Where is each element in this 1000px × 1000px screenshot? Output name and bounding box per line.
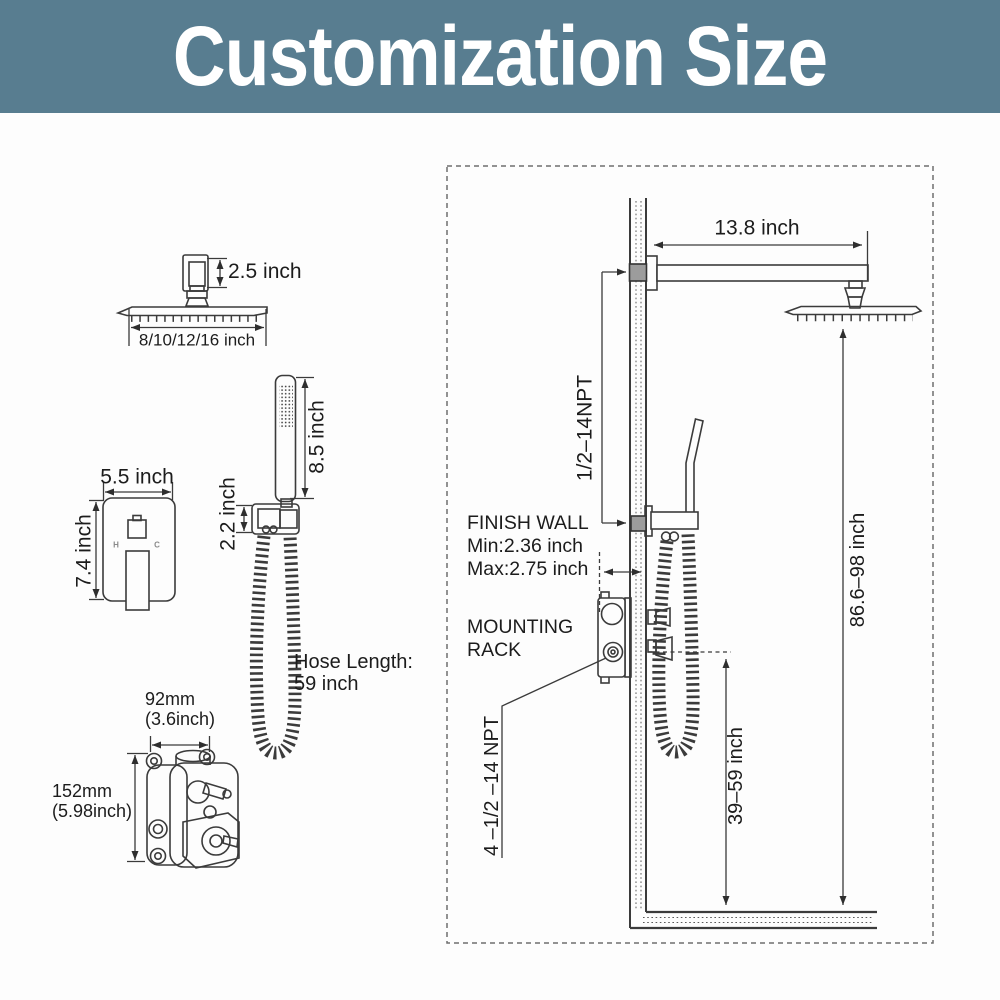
- floor-section: [630, 912, 877, 928]
- label-overall-height: 86.6–98 inch: [847, 512, 869, 628]
- label-valvebox-width: 92mm (3.6inch): [145, 689, 216, 729]
- label-plate-height: 7.4 inch: [72, 514, 96, 588]
- npt-top-leader: [602, 272, 626, 523]
- mounting-rack-valve-drawing: [598, 592, 672, 683]
- label-valvebox-height: 152mm (5.98inch): [52, 781, 133, 821]
- valve-trim-plate-drawing: [103, 498, 175, 610]
- label-holder-height: 2.2 inch: [216, 477, 240, 551]
- label-cold: C: [154, 540, 160, 550]
- label-hot: H: [113, 540, 119, 550]
- dim-valvebox-width: [151, 736, 210, 752]
- dim-arm-drop: [207, 259, 227, 288]
- label-mounting-rack: MOUNTING RACK: [467, 616, 574, 661]
- hose-coil-right: [659, 534, 693, 752]
- label-handheld-range: 39–59 inch: [725, 727, 747, 825]
- page-title: Customization Size: [172, 9, 828, 103]
- label-head-sizes: 8/10/12/16 inch: [138, 330, 256, 350]
- rough-in-valve-box-drawing: [147, 750, 240, 869]
- label-finish-wall: FINISH WALL Min:2.36 inch Max:2.75 inch: [467, 512, 589, 580]
- label-arm-drop: 2.5 inch: [228, 260, 302, 283]
- label-npt-top: 1/2–14NPT: [573, 374, 597, 482]
- label-arm-length: 13.8 inch: [714, 216, 800, 240]
- handheld-shower-drawing: [252, 376, 299, 535]
- handheld-shower-installed-drawing: [631, 419, 703, 541]
- wall-section: [630, 198, 646, 928]
- shower-arm-drawing: [630, 256, 869, 308]
- hose-coil-left: [256, 536, 295, 753]
- label-plate-width: 5.5 inch: [100, 465, 174, 489]
- npt-bottom-leader: [502, 658, 606, 858]
- label-handheld-height: 8.5 inch: [305, 400, 329, 474]
- label-hose-length: Hose Length: 59 inch: [294, 651, 413, 695]
- label-npt-bottom: 4 –1/2 –14 NPT: [481, 715, 503, 857]
